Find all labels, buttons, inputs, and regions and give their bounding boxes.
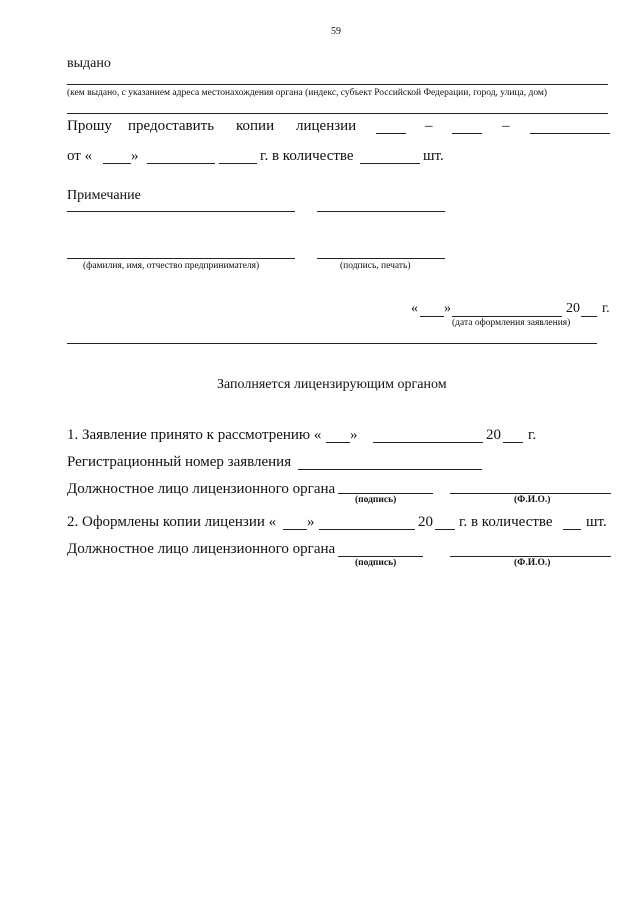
request-month-blank[interactable] bbox=[147, 163, 215, 164]
issued-hint: (кем выдано, с указанием адреса местонахождения органа (индекс, субъект Российской Федерации, город, улица, дом) bbox=[67, 88, 548, 98]
item2-year-prefix: 20 bbox=[418, 514, 433, 530]
request-word-4: лицензии bbox=[296, 118, 357, 134]
official2-fio-hint: (Ф.И.О.) bbox=[514, 558, 551, 568]
app-date-close-quote: » bbox=[444, 301, 451, 316]
item2-text: 2. Оформлены копии лицензии « bbox=[67, 514, 277, 530]
request-word-2: предоставить bbox=[128, 118, 215, 134]
note-label: Примечание bbox=[67, 188, 141, 203]
separator-line bbox=[67, 343, 597, 344]
request-day-blank[interactable] bbox=[103, 163, 131, 164]
license-blank-3[interactable] bbox=[530, 133, 610, 134]
sign-hint: (подпись, печать) bbox=[340, 261, 411, 271]
request-from-prefix: от « bbox=[67, 148, 93, 164]
item1-year-prefix: 20 bbox=[486, 427, 501, 443]
item1-year-suffix: г. bbox=[528, 427, 537, 443]
request-unit: шт. bbox=[423, 148, 444, 164]
license-dash-1: – bbox=[425, 118, 433, 134]
item2-year-blank[interactable] bbox=[435, 529, 455, 530]
app-date-day-blank[interactable] bbox=[420, 316, 444, 317]
item2-month-blank[interactable] bbox=[319, 529, 415, 530]
request-word-3: копии bbox=[236, 118, 275, 134]
license-blank-2[interactable] bbox=[452, 133, 482, 134]
item2-unit: шт. bbox=[586, 514, 607, 530]
request-year-suffix: г. в количестве bbox=[260, 148, 354, 164]
request-count-blank[interactable] bbox=[360, 163, 420, 164]
item1-day-blank[interactable] bbox=[326, 442, 350, 443]
item2-close-quote: » bbox=[307, 514, 315, 530]
item1-text: 1. Заявление принято к рассмотрению « bbox=[67, 427, 322, 443]
request-quote-close: » bbox=[131, 148, 139, 164]
note-line-right-1[interactable] bbox=[317, 211, 445, 212]
sign-line[interactable] bbox=[317, 258, 445, 259]
note-line-left-1[interactable] bbox=[67, 211, 295, 212]
reg-number-blank[interactable] bbox=[298, 469, 482, 470]
request-word-1: Прошу bbox=[67, 118, 112, 134]
official2-fio-line[interactable] bbox=[450, 556, 611, 557]
official1-sign-line[interactable] bbox=[338, 493, 433, 494]
app-date-open-quote: « bbox=[411, 301, 418, 316]
official2-sign-line[interactable] bbox=[338, 556, 423, 557]
issued-line-1[interactable] bbox=[67, 84, 608, 85]
app-date-year-blank[interactable] bbox=[581, 316, 597, 317]
item1-year-blank[interactable] bbox=[503, 442, 523, 443]
license-dash-2: – bbox=[502, 118, 510, 134]
issued-label: выдано bbox=[67, 56, 111, 71]
license-blank-1[interactable] bbox=[376, 133, 406, 134]
official2-label: Должностное лицо лицензионного органа bbox=[67, 541, 336, 557]
app-date-hint: (дата оформления заявления) bbox=[452, 318, 571, 328]
official1-label: Должностное лицо лицензионного органа bbox=[67, 481, 336, 497]
page-number: 59 bbox=[331, 26, 341, 37]
item1-month-blank[interactable] bbox=[373, 442, 483, 443]
official2-sign-hint: (подпись) bbox=[355, 558, 397, 568]
fio-line[interactable] bbox=[67, 258, 295, 259]
item2-year-suffix: г. в количестве bbox=[459, 514, 553, 530]
reg-number-label: Регистрационный номер заявления bbox=[67, 454, 292, 470]
item1-close-quote: » bbox=[350, 427, 358, 443]
official1-fio-hint: (Ф.И.О.) bbox=[514, 495, 551, 505]
request-year-blank[interactable] bbox=[219, 163, 257, 164]
app-date-month-blank[interactable] bbox=[452, 316, 562, 317]
app-date-year-prefix: 20 bbox=[566, 301, 580, 316]
official1-fio-line[interactable] bbox=[450, 493, 611, 494]
app-date-year-suffix: г. bbox=[602, 301, 610, 316]
fio-hint: (фамилия, имя, отчество предпринимателя) bbox=[83, 261, 260, 271]
issued-line-2[interactable] bbox=[67, 113, 608, 114]
item2-day-blank[interactable] bbox=[283, 529, 307, 530]
official1-sign-hint: (подпись) bbox=[355, 495, 397, 505]
authority-heading: Заполняется лицензирующим органом bbox=[217, 377, 447, 392]
item2-count-blank[interactable] bbox=[563, 529, 581, 530]
